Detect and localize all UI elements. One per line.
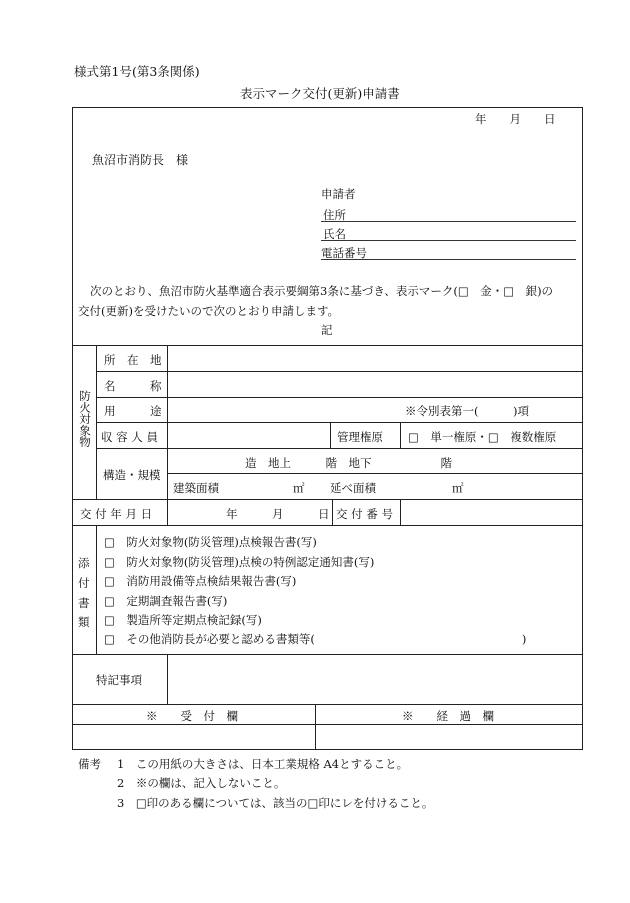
attachment-item: □ その他消防長が必要と認める書類等( ) — [104, 632, 527, 646]
body-text-line1: 次のとおり、魚沼市防火基準適合表示要綱第3条に基づき、表示マーク(□ 金・□ 銀)の — [90, 284, 554, 298]
capacity-label: 収 容 人 員 — [101, 430, 158, 444]
progress-label: ※ 経 過 欄 — [402, 709, 494, 723]
remarks-label: 備考 — [78, 757, 101, 771]
management-options: □ 単一権原・□ 複数権原 — [408, 430, 557, 444]
form-title: 表示マーク交付(更新)申請書 — [240, 86, 400, 101]
name-label: 氏名 — [323, 227, 346, 241]
special-notes-label: 特記事項 — [96, 673, 142, 687]
attachment-item: □ 防火対象物(防災管理)点検報告書(写) — [104, 535, 317, 549]
target-side-label: 防火対象物 — [78, 390, 92, 448]
management-label: 管理権原 — [337, 430, 383, 444]
col-line-label — [167, 345, 168, 525]
col-line-notes — [167, 654, 168, 704]
phone-label: 電話番号 — [321, 246, 367, 260]
attachment-item: □ 防火対象物(防災管理)点検の特例認定通知書(写) — [104, 555, 375, 569]
attachment-item: □ 消防用設備等点検結果報告書(写) — [104, 574, 297, 588]
address-label: 住所 — [323, 208, 346, 222]
name-row-label: 名 称 — [104, 379, 162, 393]
row-line-5 — [72, 499, 583, 500]
col-line-attach-side — [96, 525, 97, 654]
row-line-3 — [96, 422, 583, 423]
remark-item: 2 ※の欄は、記入しないこと。 — [117, 776, 286, 790]
form-number: 様式第1号(第3条関係) — [74, 64, 200, 79]
sqm-unit-1: ㎡ — [293, 481, 305, 495]
col-line-issue-mid — [332, 499, 333, 525]
sqm-unit-2: ㎡ — [452, 481, 464, 495]
row-line-6 — [72, 525, 583, 526]
building-area-label: 建築面積 — [173, 481, 219, 495]
body-text-line2: 交付(更新)を受けたいので次のとおり申請します。 — [78, 304, 340, 318]
row-line-structure-inner — [167, 473, 583, 474]
address-underline — [321, 221, 576, 222]
col-line-management-left — [330, 422, 331, 448]
col-line-issue-num — [400, 499, 401, 525]
col-line-reception — [315, 704, 316, 750]
structure-floors: 造 地上 階 地下 階 — [245, 456, 452, 470]
row-line-8 — [72, 704, 583, 705]
attach-side-char-3: 書 — [78, 596, 90, 610]
issue-number-label: 交 付 番 号 — [336, 507, 393, 521]
reception-label: ※ 受 付 欄 — [146, 709, 238, 723]
col-line-side — [96, 345, 97, 499]
remark-item: 1 この用紙の大きさは、日本工業規格 A4とすること。 — [117, 757, 409, 771]
phone-underline — [321, 259, 576, 260]
row-line-9 — [72, 724, 583, 725]
structure-label: 構造・規模 — [103, 468, 161, 482]
attach-side-char-1: 添 — [78, 556, 90, 570]
row-line-2 — [96, 397, 583, 398]
col-line-management-right — [400, 422, 401, 448]
attach-side-char-2: 付 — [78, 576, 90, 590]
ki-label: 記 — [321, 323, 333, 337]
remark-item: 3 □印のある欄については、該当の□印にレを付けること。 — [117, 796, 434, 810]
floor-area-label: 延べ面積 — [330, 481, 376, 495]
table-top-border — [72, 345, 583, 346]
row-line-4 — [96, 448, 583, 449]
issue-date-value: 年 月 日 — [226, 507, 330, 521]
attach-side-char-4: 類 — [78, 615, 90, 629]
attachment-item: □ 定期調査報告書(写) — [104, 594, 228, 608]
attachment-item: □ 製造所等定期点検記録(写) — [104, 613, 262, 627]
row-line-7 — [72, 654, 583, 655]
issue-date-label: 交 付 年 月 日 — [80, 507, 153, 521]
applicant-label: 申請者 — [321, 187, 356, 201]
row-line-1 — [96, 371, 583, 372]
addressee: 魚沼市消防長 様 — [92, 153, 189, 167]
date-line: 年 月 日 — [475, 112, 556, 126]
location-label: 所 在 地 — [104, 353, 162, 367]
usage-note: ※令別表第一( )項 — [405, 404, 529, 418]
usage-label: 用 途 — [104, 404, 162, 418]
name-underline — [321, 240, 576, 241]
